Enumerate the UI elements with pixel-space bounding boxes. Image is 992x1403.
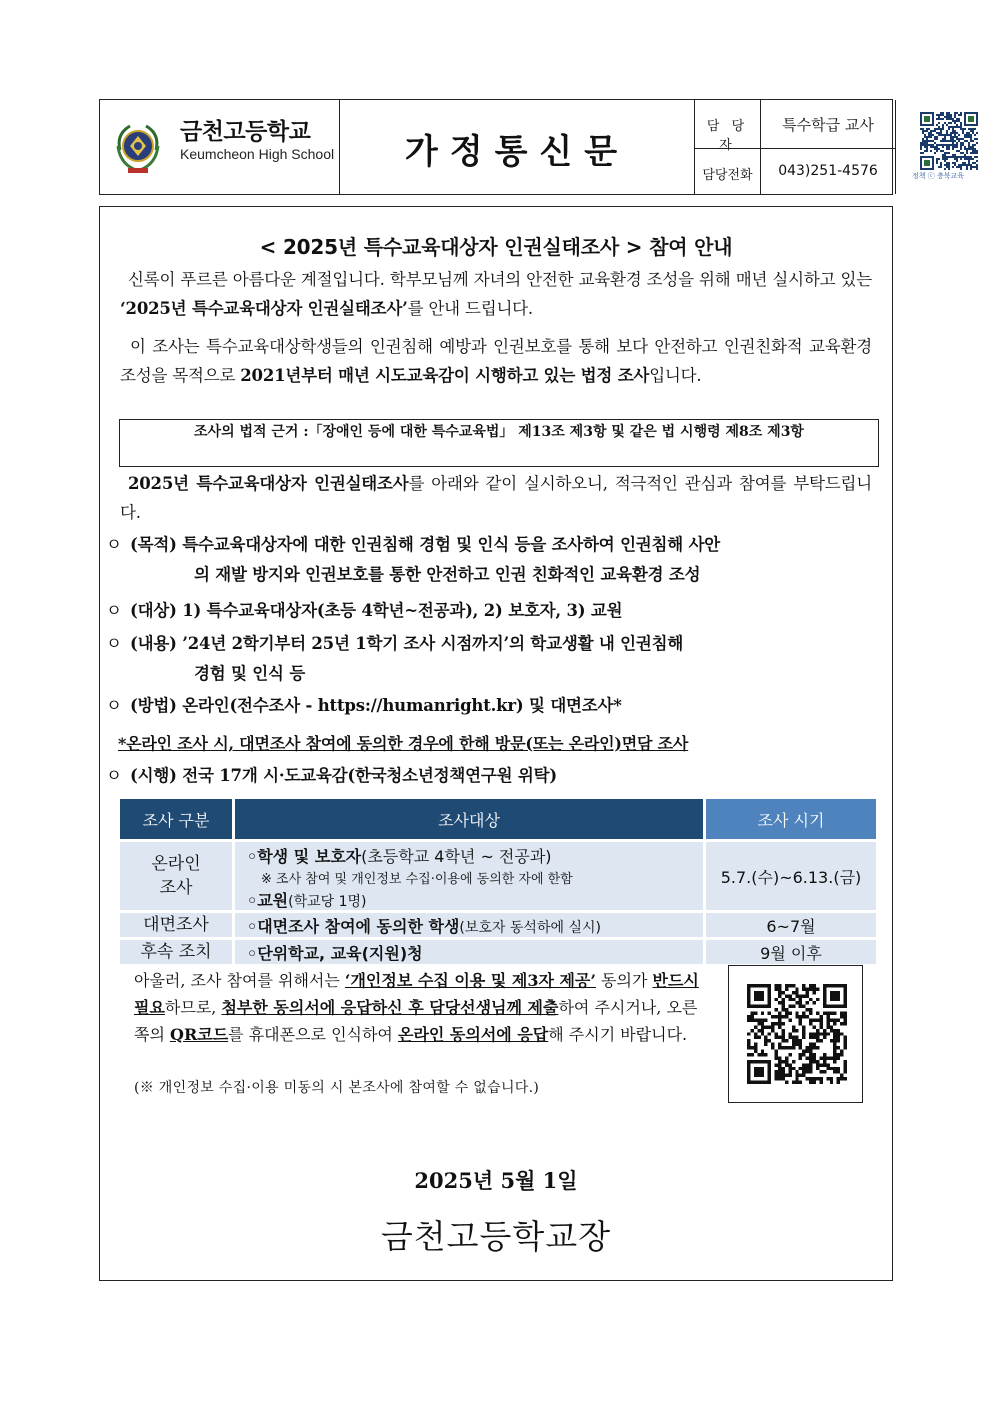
item-method	[106, 691, 872, 721]
consent-text: 동의가	[595, 971, 653, 990]
intro-3a: 2025년 특수교육대상자 인권실태조사	[128, 474, 409, 493]
consent-text: 하므로,	[164, 998, 222, 1017]
consent-text: 해 주시기 바랍니다.	[548, 1025, 688, 1044]
consent-text: 를 휴대폰으로 인식하여	[228, 1025, 398, 1044]
item-execution	[106, 761, 872, 791]
bullet-icon: ㅇ	[106, 766, 122, 785]
notice-headline: < 2025년 특수교육대상자 인권실태조사 > 참여 안내	[259, 235, 733, 259]
intro-paragraph-3	[120, 469, 872, 527]
consent-text: 하여 주시거나, 오른쪽의	[134, 998, 698, 1044]
document-title: 가정통신문	[404, 132, 630, 172]
consent-emphasis: 온라인 동의서에 응답	[397, 1025, 549, 1044]
phone-label: 담당전화	[702, 168, 753, 183]
row-target	[235, 842, 703, 910]
table-row-followup	[120, 940, 876, 964]
contact-label: 담 당 자	[706, 119, 749, 153]
principal-signature: 금천고등학교장	[380, 1217, 612, 1256]
intro-1a: 신록이 푸르른 아름다운 계절입니다. 학부모님께 자녀의 안전한 교육환경 조성을 위해 매년 실시하고 있는	[128, 270, 872, 289]
intro-paragraph-1	[120, 265, 872, 323]
item-target	[106, 596, 872, 626]
row-period: 9월 이후	[706, 940, 876, 964]
consent-emphasis: 첨부한 동의서에 응답하신 후 담당선생님께 제출	[221, 998, 559, 1017]
table-row-online	[120, 842, 876, 910]
consent-emphasis: QR코드	[170, 1025, 229, 1044]
item-line: (내용) ’24년 2학기부터 25년 1학기 조사 시점까지’의 학교생활 내 인권침해	[130, 634, 684, 653]
target-sub: (보호자 동석하에 실시)	[459, 920, 601, 936]
contact-value: 특수학급 교사	[782, 116, 874, 134]
school-cell	[100, 100, 340, 194]
target-main: ◦단위학교, 교육(지원)청	[247, 944, 423, 963]
legal-basis-box: 조사의 법적 근거 :「장애인 등에 대한 특수교육법」 제13조 제3항 및 같은 법 시행령 제8조 제3항	[119, 419, 879, 467]
notice-body	[99, 206, 893, 1281]
intro-1c: 를 안내 드립니다.	[407, 299, 533, 318]
intro-2c: 입니다.	[649, 366, 702, 385]
consent-emphasis: ‘개인정보 수집 이용 및 제3자 제공’	[344, 971, 596, 990]
row-period: 6~7월	[706, 913, 876, 937]
consent-text: 아울러, 조사 참여를 위해서는	[134, 971, 345, 990]
table-header-period: 조사 시기	[706, 799, 876, 839]
bullet-icon: ㅇ	[106, 535, 122, 554]
consent-emphasis: 반드시 필요	[134, 971, 699, 1017]
consent-note: (※ 개인정보 수집·이용 미동의 시 본조사에 참여할 수 없습니다.)	[134, 1080, 540, 1096]
item-line: (시행) 전국 17개 시·도교육감(한국청소년정책연구원 위탁)	[130, 766, 557, 785]
row-target	[235, 913, 703, 937]
target-note: ※ 조사 참여 및 개인정보 수집·이용에 동의한 자에 한함	[261, 872, 573, 887]
consent-qr-code-icon[interactable]	[747, 982, 847, 1086]
table-header-target: 조사대상	[235, 799, 703, 839]
item-line-cont: 경험 및 인식 등	[194, 664, 306, 683]
header-divider	[695, 148, 896, 149]
row-category: 온라인 조사	[120, 842, 232, 910]
item-line-cont: 의 재발 방지와 인권보호를 통한 안전하고 인권 친화적인 교육환경 조성	[194, 565, 701, 584]
item-line: (방법) 온라인(전수조사 - https://humanright.kr) 및 대면조사*	[130, 696, 622, 715]
item-purpose	[106, 530, 872, 590]
label-cell	[695, 100, 761, 194]
item-content	[106, 629, 872, 689]
bullet-icon: ㅇ	[106, 634, 122, 653]
table-row-interview	[120, 913, 876, 937]
consent-paragraph	[134, 967, 706, 1048]
school-name-en: Keumcheon High School	[180, 146, 335, 162]
intro-1b: ‘2025년 특수교육대상자 인권실태조사’	[120, 299, 408, 318]
row-category: 대면조사	[120, 913, 232, 937]
consent-qr-box	[728, 965, 863, 1103]
target-main: ◦학생 및 보호자	[247, 847, 362, 866]
value-cell	[761, 100, 896, 194]
target-main: ◦대면조사 참여에 동의한 학생	[247, 917, 460, 936]
bullet-icon: ㅇ	[106, 696, 122, 715]
target-sub: (학교당 1명)	[288, 894, 367, 910]
row-target	[235, 940, 703, 964]
target-sub: (초등학교 4학년 ~ 전공과)	[361, 847, 552, 866]
intro-3b: 를 아래와 같이 실시하오니, 적극적인 관심과 참여를 부탁드립니다.	[120, 474, 872, 522]
notice-header	[99, 99, 965, 195]
header-qr-code-icon[interactable]	[920, 112, 978, 170]
row-period: 5.7.(수)~6.13.(금)	[706, 842, 876, 910]
intro-paragraph-2	[120, 332, 872, 390]
item-line: (대상) 1) 특수교육대상자(초등 4학년~전공과), 2) 보호자, 3) 교원	[130, 601, 623, 620]
title-cell	[340, 100, 695, 194]
row-category: 후속 조치	[120, 940, 232, 964]
target-main: ◦교원	[247, 891, 289, 910]
school-name-ko: 금천고등학교	[180, 119, 311, 145]
table-header-category: 조사 구분	[120, 799, 232, 839]
intro-2a: 이 조사는 특수교육대상학생들의 인권침해 예방과 인권보호를 통해 보다 안전하고 인권친화적 교육환경 조성을 목적으로	[120, 337, 872, 385]
qr-caption: 정책 ⓒ 충북교육	[912, 172, 965, 180]
phone-value: 043)251-4576	[778, 163, 878, 179]
intro-2b: 2021년부터 매년 시도교육감이 시행하고 있는 법정 조사	[240, 366, 650, 385]
item-line: (목적) 특수교육대상자에 대한 인권침해 경험 및 인식 등을 조사하여 인권침해 사안	[130, 535, 721, 554]
bullet-icon: ㅇ	[106, 601, 122, 620]
method-note: *온라인 조사 시, 대면조사 참여에 동의한 경우에 한해 방문(또는 온라인)면담 조사	[118, 734, 689, 753]
issue-date: 2025년 5월 1일	[414, 1168, 578, 1193]
school-emblem-icon	[112, 120, 164, 176]
